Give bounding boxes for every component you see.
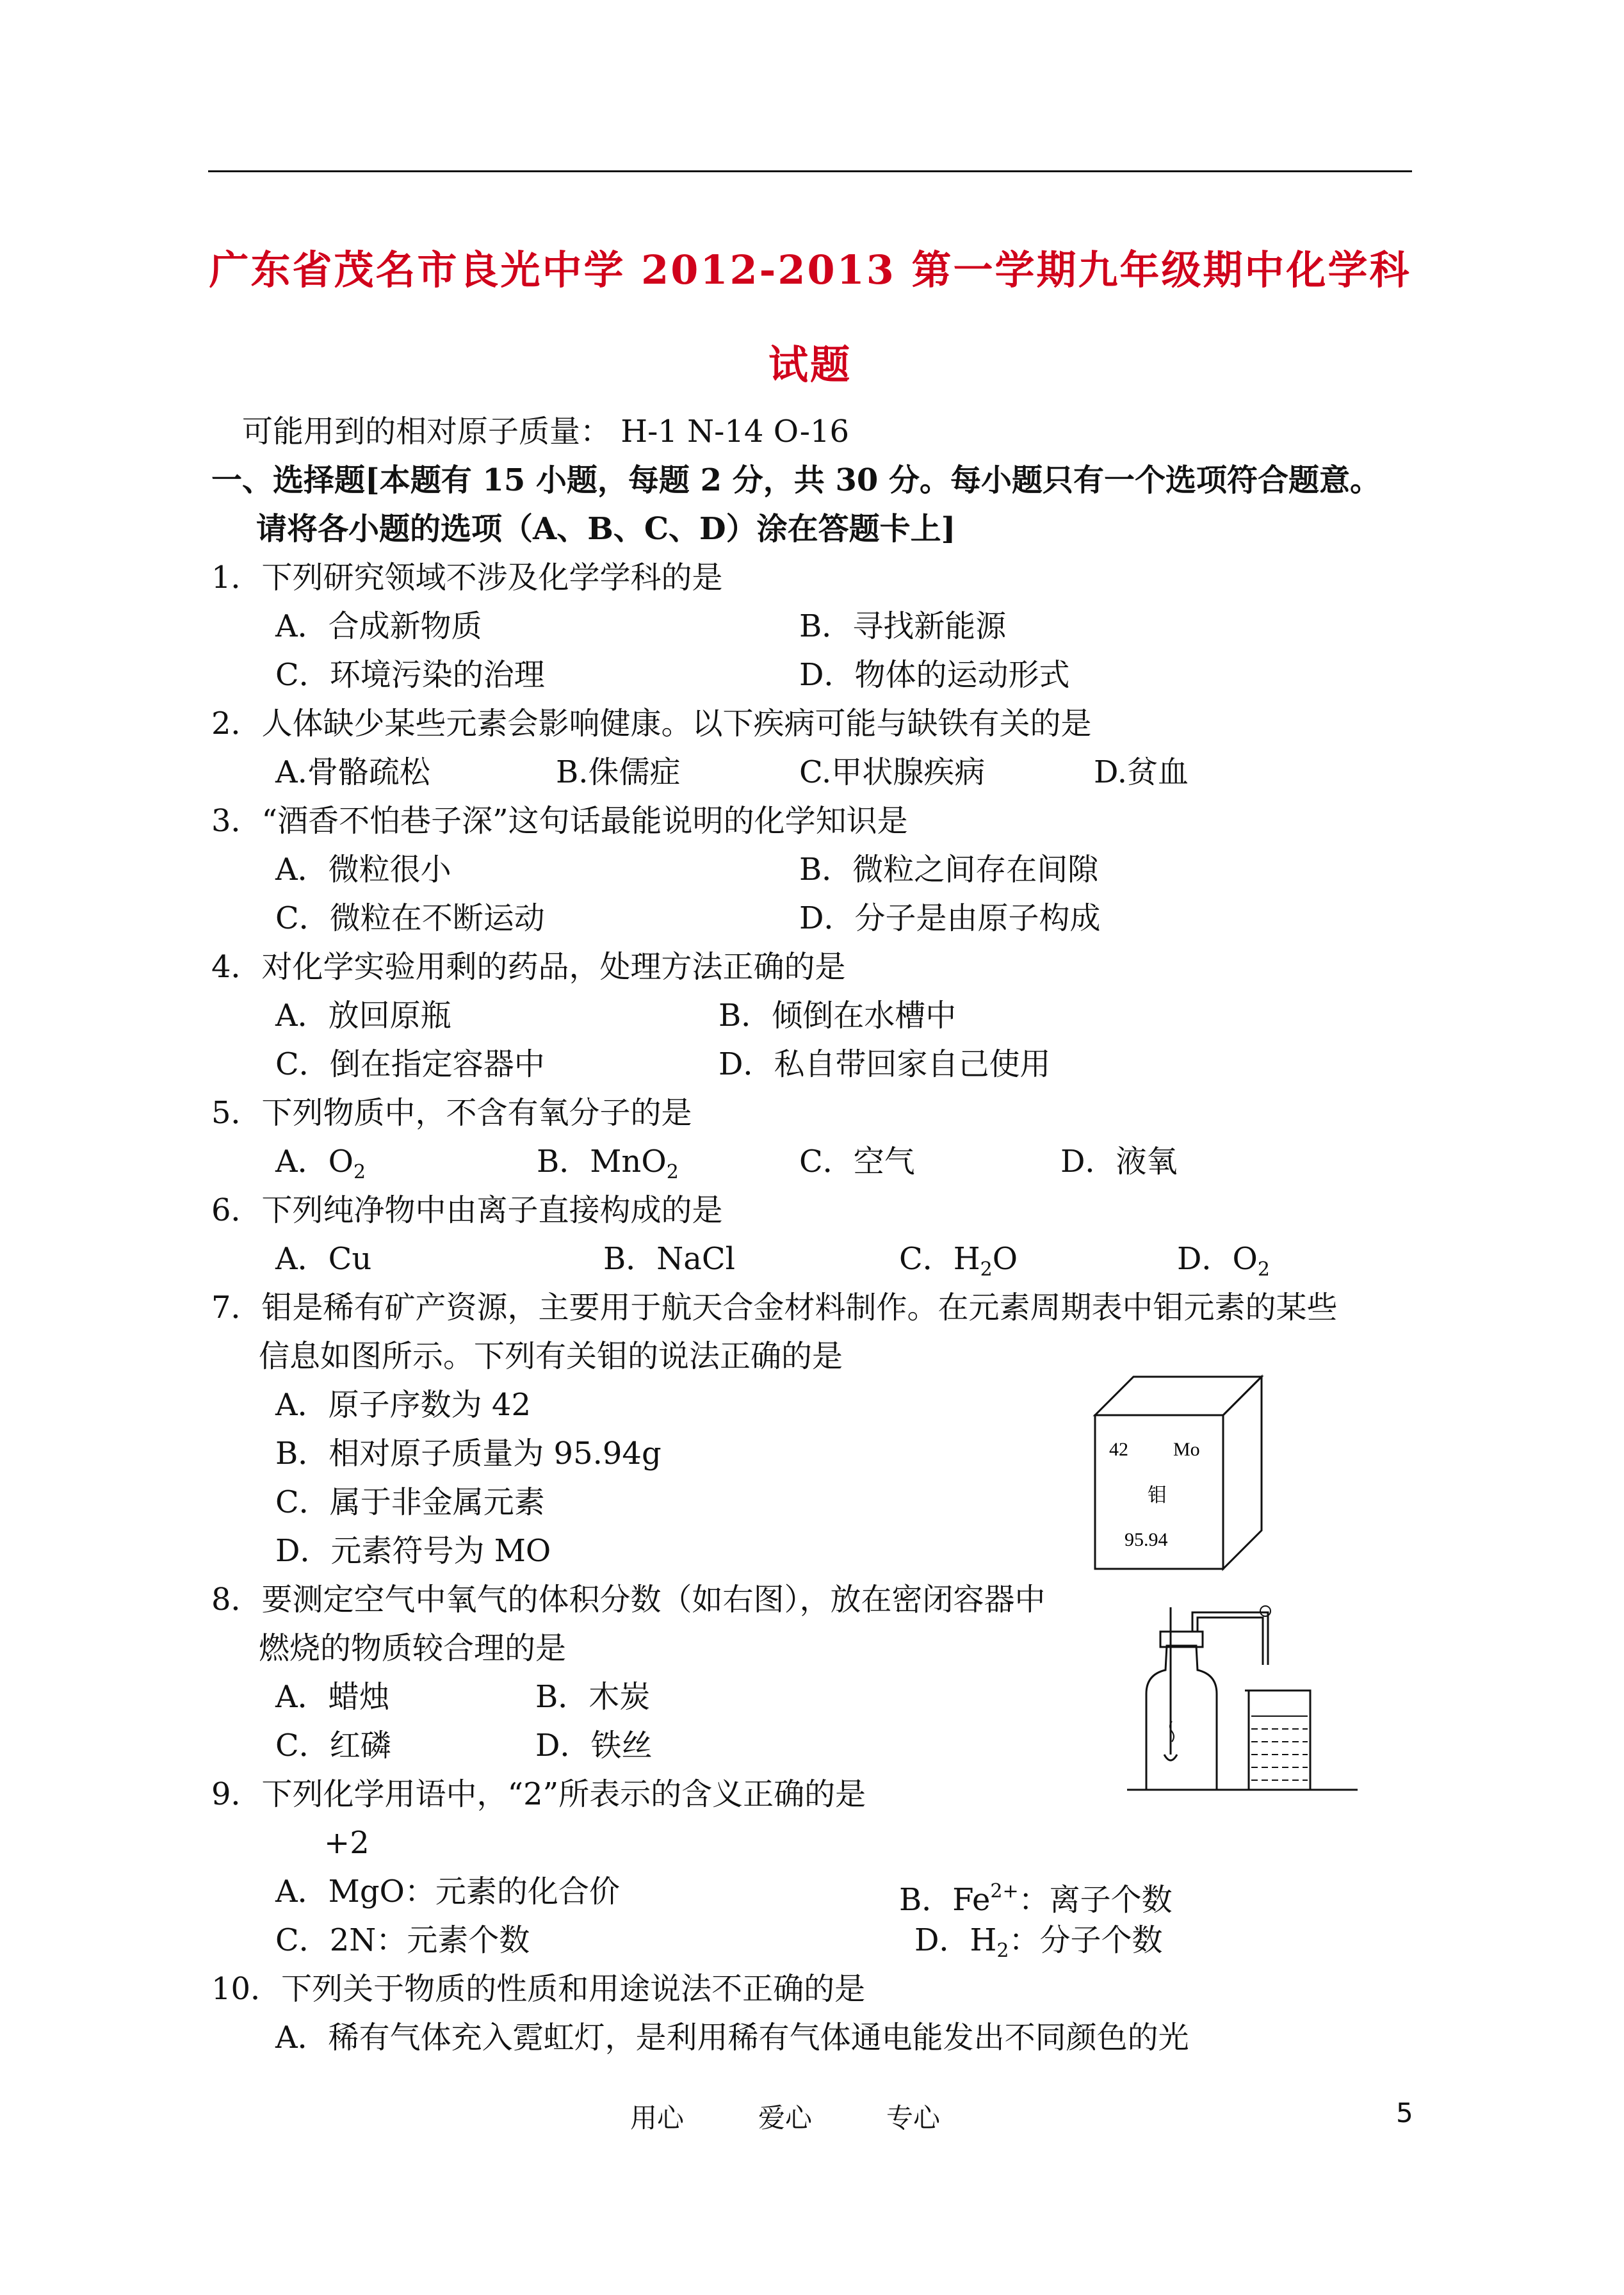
question-stem: 10．下列关于物质的性质和用途说法不正确的是 xyxy=(211,1971,866,2007)
page-title-line1: 广东省茂名市良光中学 2012-2013 第一学期九年级期中化学科 xyxy=(209,247,1411,293)
section-heading-cont: 请将各小题的选项（A、B、C、D）涂在答题卡上] xyxy=(256,511,956,547)
option-b: B．NaCl xyxy=(603,1241,735,1277)
question-stem: 9．下列化学用语中，“2”所表示的含义正确的是 xyxy=(211,1776,866,1812)
question-stem: 6．下列纯净物中由离子直接构成的是 xyxy=(211,1192,723,1228)
element-name: 钼 xyxy=(1148,1484,1167,1507)
option-d: D．液氧 xyxy=(1060,1144,1178,1180)
option-b: B．木炭 xyxy=(535,1679,651,1715)
footer-motto-1: 用心 xyxy=(630,2102,685,2134)
option-c: C．属于非金属元素 xyxy=(275,1484,545,1520)
option-c: C．倒在指定容器中 xyxy=(275,1046,545,1082)
element-symbol: Mo xyxy=(1173,1439,1200,1460)
question-stem: 5．下列物质中，不含有氧分子的是 xyxy=(211,1095,692,1131)
option-c: C．环境污染的治理 xyxy=(275,657,545,693)
option-a: A．合成新物质 xyxy=(275,608,482,644)
option-d: D.贫血 xyxy=(1094,754,1189,790)
option-b: B．$Fe^{2+}$：离子个数 xyxy=(899,1880,1173,1918)
question-stem-cont: 信息如图所示。下列有关钼的说法正确的是 xyxy=(259,1338,843,1374)
subscript: 2 xyxy=(353,1161,366,1183)
question-stem: 3．“酒香不怕巷子深”这句话最能说明的化学知识是 xyxy=(211,803,908,839)
option-c: C．2N：元素个数 xyxy=(275,1922,530,1958)
option-b: B．寻找新能源 xyxy=(799,608,1007,644)
atomic-mass-note: 可能用到的相对原子质量： H-1 N-14 O-16 xyxy=(242,414,850,450)
question-stem: 2．人体缺少某些元素会影响健康。以下疾病可能与缺铁有关的是 xyxy=(211,706,1092,742)
option-a: A．稀有气体充入霓虹灯，是利用稀有气体通电能发出不同颜色的光 xyxy=(275,2020,1189,2056)
option-d: D．$O_2$ xyxy=(1177,1241,1270,1281)
option-b: B.侏儒症 xyxy=(556,754,681,790)
option-c: C．红磷 xyxy=(275,1728,391,1764)
question-stem: 1．下列研究领域不涉及化学学科的是 xyxy=(211,560,723,596)
option-d: D．铁丝 xyxy=(535,1728,653,1764)
option-a: A．$O_2$ xyxy=(275,1144,366,1183)
option-b: B．相对原子质量为 95.94g xyxy=(275,1436,662,1472)
footer-motto-3: 专心 xyxy=(886,2102,941,2134)
option-a: A．蜡烛 xyxy=(275,1679,390,1715)
page-title-line2: 试题 xyxy=(768,341,852,388)
option-c: C.甲状腺疾病 xyxy=(799,754,986,790)
apparatus-figure xyxy=(1121,1594,1377,1799)
option-d: D．私自带回家自己使用 xyxy=(719,1046,1051,1082)
question-stem: 7．钼是稀有矿产资源，主要用于航天合金材料制作。在元素周期表中钼元素的某些 xyxy=(211,1290,1338,1326)
option-d: D．元素符号为 MO xyxy=(275,1533,551,1569)
element-card-figure xyxy=(1089,1370,1268,1575)
option-c: C．$H_2O$ xyxy=(899,1241,1018,1281)
option-b: B．MnO$_2$ xyxy=(537,1144,679,1183)
option-d: D．$H_2$：分子个数 xyxy=(914,1922,1163,1962)
subscript: 2 xyxy=(980,1258,993,1281)
option-c: C．微粒在不断运动 xyxy=(275,900,545,936)
page-number: 5 xyxy=(1396,2097,1413,2129)
option-a: A．微粒很小 xyxy=(275,852,451,888)
subscript: 2 xyxy=(996,1940,1009,1962)
footer-motto-2: 爱心 xyxy=(758,2102,813,2134)
element-mass: 95.94 xyxy=(1125,1529,1168,1550)
header-rule xyxy=(208,170,1412,172)
option-b: B．倾倒在水槽中 xyxy=(719,998,957,1034)
option-b: B．微粒之间存在间隙 xyxy=(799,852,1099,888)
option-d: D．分子是由原子构成 xyxy=(799,900,1101,936)
subscript: 2 xyxy=(666,1161,679,1183)
subscript: 2 xyxy=(1257,1258,1270,1281)
option-a: A．MgO：元素的化合价 xyxy=(275,1874,620,1910)
valence-mark: +2 xyxy=(324,1825,369,1861)
option-a: A．原子序数为 42 xyxy=(275,1387,532,1423)
question-stem-cont: 燃烧的物质较合理的是 xyxy=(259,1630,567,1666)
option-a: A．Cu xyxy=(275,1241,372,1277)
option-a: A．放回原瓶 xyxy=(275,998,451,1034)
option-d: D．物体的运动形式 xyxy=(799,657,1070,693)
option-c: C．空气 xyxy=(799,1144,915,1180)
superscript: 2+ xyxy=(990,1880,1019,1902)
section-heading: 一、选择题[本题有 15 小题，每题 2 分，共 30 分。每小题只有一个选项符合题意。 xyxy=(211,462,1381,498)
option-a: A.骨骼疏松 xyxy=(275,754,430,790)
question-stem: 4．对化学实验用剩的药品，处理方法正确的是 xyxy=(211,949,846,985)
element-number: 42 xyxy=(1109,1439,1128,1460)
question-stem: 8．要测定空气中氧气的体积分数（如右图），放在密闭容器中 xyxy=(211,1582,1046,1618)
